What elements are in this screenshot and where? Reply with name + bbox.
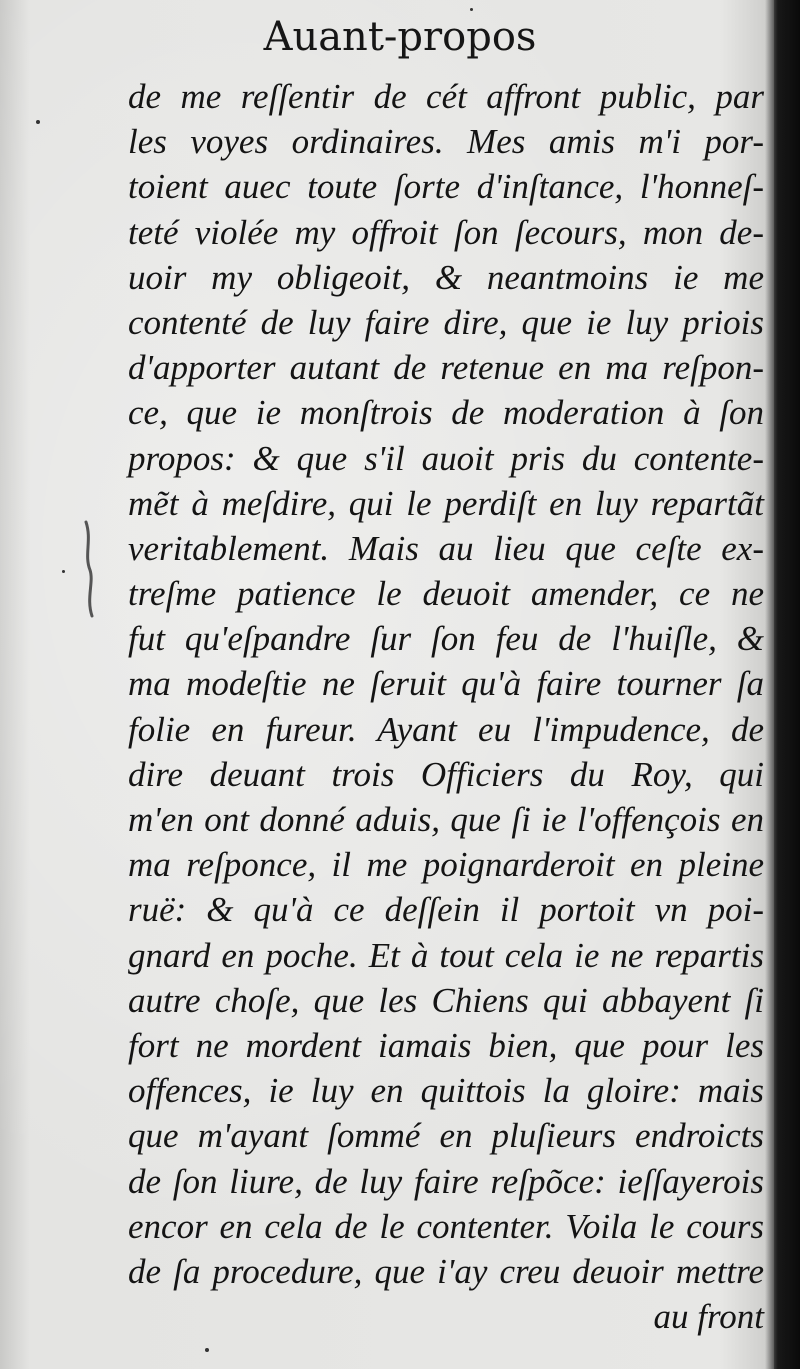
text-line: de me reſſentir de cét affront public, par	[128, 77, 764, 116]
text-line: d'apporter autant de retenue en ma reſpon-	[128, 348, 764, 388]
text-line: de ſon liure, de luy faire reſpõce: ieſſayerois	[128, 1161, 764, 1201]
ink-speck	[62, 570, 65, 573]
text-line: que m'ayant ſommé en pluſieurs endroicts	[128, 1116, 764, 1156]
text-line: encor en cela de le contenter. Voila le cours	[128, 1206, 764, 1246]
text-line: treſme patience le deuoit amender, ce ne	[128, 574, 764, 614]
page-edge-shadow	[774, 0, 800, 1369]
text-line: dire deuant trois Officiers du Roy, qui	[128, 754, 764, 794]
text-line: gnard en poche. Et à tout cela ie ne repartis	[128, 935, 764, 975]
text-line: de ſa procedure, que i'ay creu deuoir mettre	[128, 1251, 764, 1291]
text-line: les voyes ordinaires. Mes amis m'i por-	[128, 122, 764, 162]
text-line: propos: & que s'il auoit pris du contente-	[128, 438, 764, 478]
text-line: ma reſponce, il me poignarderoit en pleine	[128, 845, 764, 885]
text-line: contenté de luy faire dire, que ie luy priois	[128, 302, 764, 342]
ink-speck	[36, 120, 40, 124]
text-line: mẽt à meſdire, qui le perdiſt en luy repartãt	[128, 483, 764, 523]
text-line: teté violée my offroit ſon ſecours, mon de-	[128, 212, 764, 252]
body-text	[128, 74, 764, 1339]
running-head: Auant-propos	[263, 14, 537, 60]
margin-ink-mark	[80, 520, 98, 620]
ink-speck	[205, 1348, 209, 1352]
text-line: toient auec toute ſorte d'inſtance, l'honneſ-	[128, 167, 764, 207]
catchword: au front	[653, 1297, 764, 1337]
text-line: ruë: & qu'à ce deſſein il portoit vn poi-	[128, 890, 764, 930]
text-line: autre choſe, que les Chiens qui abbayent ſi	[128, 980, 764, 1020]
text-line: offences, ie luy en quittois la gloire: mais	[128, 1071, 764, 1111]
text-line: folie en fureur. Ayant eu l'impudence, de	[128, 709, 764, 749]
text-line: uoir my obligeoit, & neantmoins ie me	[128, 257, 764, 297]
text-line: fut qu'eſpandre ſur ſon feu de l'huiſle, &	[128, 619, 764, 659]
ink-speck	[470, 8, 473, 11]
text-line: m'en ont donné aduis, que ſi ie l'offençois en	[128, 800, 764, 839]
text-line: fort ne mordent iamais bien, que pour les	[128, 1025, 764, 1065]
text-line: ce, que ie monſtrois de moderation à ſon	[128, 393, 764, 433]
text-line: veritablement. Mais au lieu que ceſte ex-	[128, 528, 764, 568]
text-line: ma modeſtie ne ſeruit qu'à faire tourner ſa	[128, 664, 764, 704]
